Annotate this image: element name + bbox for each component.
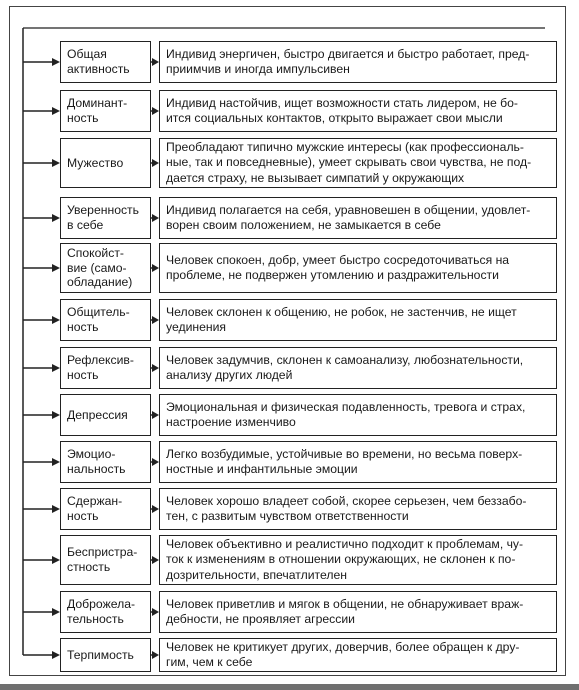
trait-row [0, 138, 579, 188]
trait-row [0, 347, 579, 389]
trait-description: Человек хорошо владеет собой, скорее серьезен, чем беззабо- тен, с развитым чувством ответственности [166, 493, 527, 523]
trait-row [0, 535, 579, 585]
trait-description: Человек не критикует других, доверчив, более обращен к дру- гим, чем к себе [166, 639, 520, 669]
trait-row [0, 243, 579, 293]
trait-term: Доброжела- тельность [67, 597, 136, 626]
trait-term-box [60, 138, 151, 188]
trait-description: Человек склонен к общению, не робок, не застенчив, не ищет уединения [166, 304, 517, 334]
trait-description: Индивид настойчив, ищет возможности стать лидером, не бо- ится социальных контактов, открыто выражает свои мысли [166, 95, 518, 125]
trait-row [0, 441, 579, 483]
trait-term-box [60, 243, 151, 293]
trait-term-box [60, 488, 151, 530]
trait-description: Человек объективно и реалистично подходит к проблемам, чу- ток к изменениям в отношении окружающих, не склонен к по- дозрительности, впечатлителен [166, 537, 524, 582]
trait-row [0, 197, 579, 239]
trait-term-box [60, 394, 151, 436]
trait-term: Общитель- ность [67, 305, 130, 334]
trait-term: Доминант- ность [67, 96, 128, 125]
trait-term-box [60, 90, 151, 132]
trait-description-box [159, 441, 557, 483]
trait-term-box [60, 299, 151, 341]
trait-description-box [159, 591, 557, 633]
trait-row [0, 41, 579, 83]
trait-term-box [60, 441, 151, 483]
trait-term: Спокойст- вие (само- обладание) [67, 246, 133, 290]
trait-description: Индивид энергичен, быстро двигается и быстро работает, пред- приимчив и иногда импульсивен [166, 46, 530, 76]
trait-description-box [159, 41, 557, 83]
trait-term: Мужество [67, 155, 124, 170]
trait-row [0, 488, 579, 530]
trait-term: Общая активность [67, 47, 130, 76]
trait-description: Эмоциональная и физическая подавленность, тревога и страх, настроение изменчиво [166, 399, 526, 429]
trait-description-box [159, 347, 557, 389]
trait-description-box [159, 243, 557, 293]
trait-description-box [159, 138, 557, 188]
trait-term-box [60, 535, 151, 585]
trait-row [0, 638, 579, 672]
trait-description: Человек приветлив и мягок в общении, не обнаруживает враж- дебности, не проявляет агрессии [166, 596, 524, 626]
trait-description-box [159, 535, 557, 585]
trait-term-box [60, 347, 151, 389]
trait-description: Индивид полагается на себя, уравновешен в общении, удовлет- ворен своим положением, не замыкается в себе [166, 202, 531, 232]
trait-term: Уверенность в себе [67, 203, 139, 232]
trait-term-box [60, 638, 151, 672]
trait-description: Человек задумчив, склонен к самоанализу, любознательности, анализу других людей [166, 352, 524, 382]
trait-description: Преобладают типично мужские интересы (как профессиональ- ные, так и повседневные), умеет скрывать свои чувства, не под- дается страху, не вызывает симпатий у окружающих [166, 140, 532, 185]
trait-term: Рефлексив- ность [67, 353, 134, 382]
trait-term: Депрессия [67, 407, 128, 422]
trait-description-box [159, 299, 557, 341]
trait-description-box [159, 488, 557, 530]
trait-row [0, 591, 579, 633]
trait-description-box [159, 90, 557, 132]
trait-term: Эмоцио- нальность [67, 447, 126, 476]
trait-term: Беспристра- стность [67, 545, 138, 574]
bottom-rule [0, 684, 579, 690]
trait-description: Человек спокоен, добр, умеет быстро сосредоточиваться на проблеме, не подвержен утомлению и раздражительности [166, 252, 510, 282]
trait-term: Сдержан- ность [67, 494, 123, 523]
trait-term-box [60, 41, 151, 83]
trait-row [0, 90, 579, 132]
trait-row [0, 299, 579, 341]
trait-description-box [159, 638, 557, 672]
trait-description-box [159, 197, 557, 239]
trait-term: Терпимость [67, 647, 134, 662]
trait-description-box [159, 394, 557, 436]
trait-description: Легко возбудимые, устойчивые во времени, но весьма поверх- ностные и инфантильные эмоции [166, 446, 523, 476]
trait-term-box [60, 197, 151, 239]
trait-term-box [60, 591, 151, 633]
trait-row [0, 394, 579, 436]
